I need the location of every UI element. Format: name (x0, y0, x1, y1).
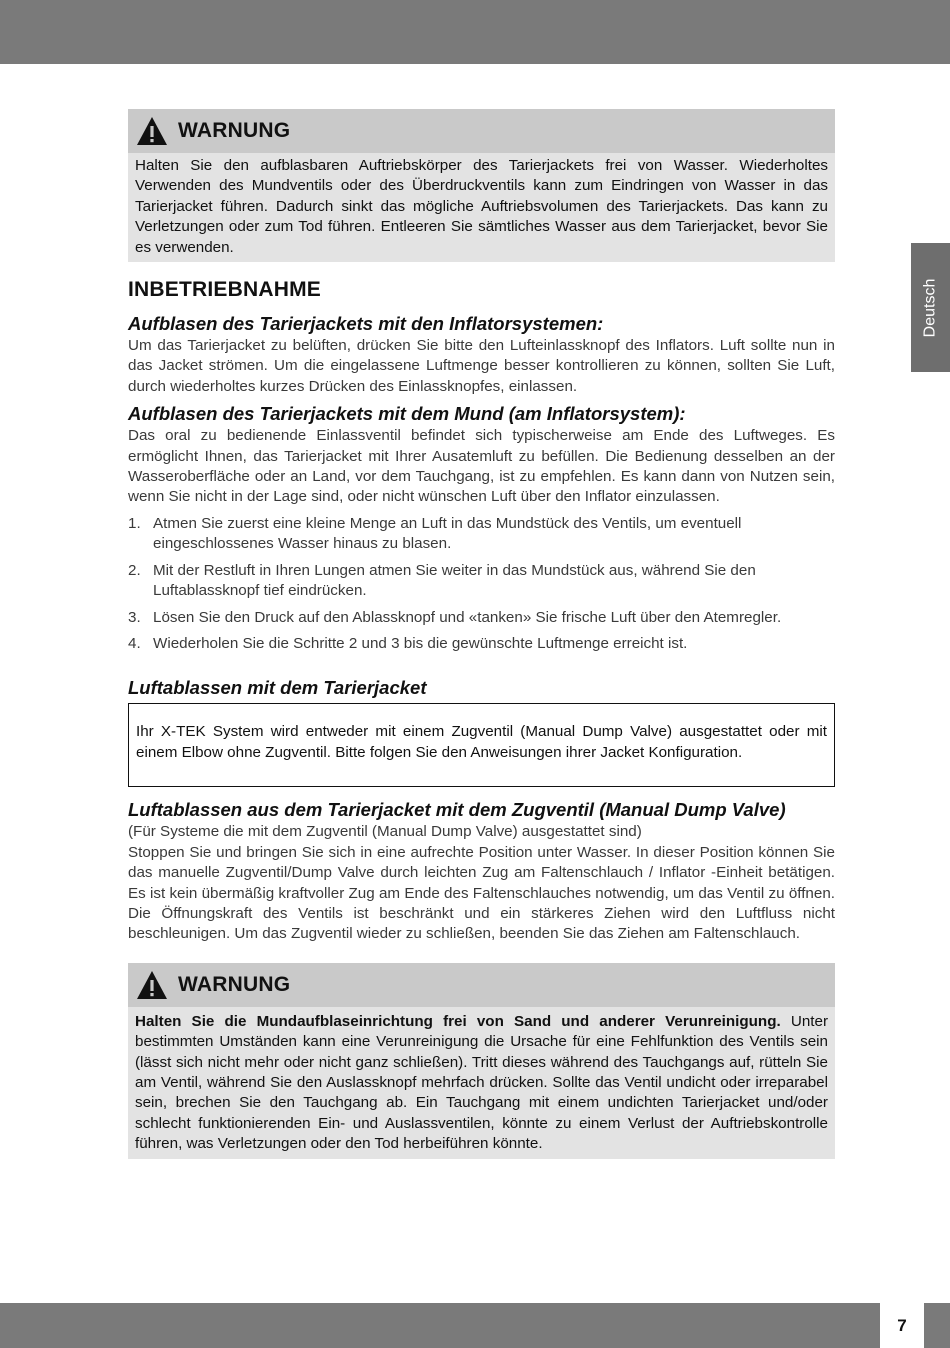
list-item (128, 634, 835, 654)
list-item (128, 514, 835, 555)
list-item (128, 608, 835, 628)
dump-valve-text: Stoppen Sie und bringen Sie sich in eine aufrechte Position unter Wasser. In dieser Position können Sie das manuelle Zugventil/Dump Valve durch leichten Zug am Faltenschlauch / Inflator -Einheit betätigen. Es ist kein übermäßig kraftvoller Zug am Ende des Faltenschlauches notwendig, um das Ventil zu öffnen. Die Öffnungskraft des Ventils ist beschränkt und ein stärkeres Ziehen wird den Luftfluss nicht beschleunigen. Um das Zugventil wieder zu schließen, beenden Sie das Ziehen am Faltenschlauch. (128, 843, 835, 943)
step-number: 4. (128, 634, 141, 652)
step-number: 2. (128, 561, 141, 579)
mouth-inflate-heading: Aufblasen des Tarierjackets mit dem Mund (am Inflatorsystem): (128, 403, 686, 425)
warning-title: WARNUNG (178, 119, 291, 142)
warning-header (128, 109, 835, 153)
language-tab (911, 243, 950, 372)
step-text: Atmen Sie zuerst eine kleine Menge an Luft in das Mundstück des Ventils, um eventuell eingeschlossenes Wasser hinaus zu blasen. (153, 514, 742, 553)
footer-band (0, 1303, 880, 1348)
warning-detail: Unter bestimmten Umständen kann eine Verunreinigung die Ursache für eine Fehlfunktion des Ventils sein (lässt sich nicht mehr oder nicht ganz schließen). Tritt dieses während des Tauchgangs auf, rütteln Sie am Ventil, während Sie den Auslassknopf mehrfach drücken. Sollte das Ventil undicht oder irreparabel sein, brechen Sie den Tauchgang ab. Ein Tauchgang mit einem undichten Tarierjacket und/oder schlecht funktionierenden Ein- und Auslassventilen, könnte zu einem Verlust der Auftriebskontrolle führen, was Verletzungen oder den Tod herbeiführen könnte. (135, 1012, 829, 1153)
inflator-heading: Aufblasen des Tarierjackets mit den Inflatorsystemen: (128, 313, 604, 335)
warning-box-sand (128, 963, 835, 1159)
step-number: 1. (128, 514, 141, 532)
page-content (128, 109, 835, 1159)
list-item (128, 561, 835, 602)
inflate-steps-list (128, 514, 835, 654)
step-text: Mit der Restluft in Ihren Lungen atmen Sie weiter in das Mundstück aus, während Sie den Luftablassknopf tief eindrücken. (153, 561, 756, 600)
warning-triangle-icon (136, 970, 168, 1000)
page-number: 7 (897, 1315, 907, 1335)
inflator-text: Um das Tarierjacket zu belüften, drücken Sie bitte den Lufteinlassknopf des Inflators. Luft sollte nun in das Jacket strömen. Um die eingelassene Luftmenge besser kontrollieren zu können, sollten Sie Luft, durch wiederholtes kurzes Drücken des Einlassknopfes, einlassen. (128, 337, 835, 395)
language-tab-label: Deutsch (921, 278, 939, 337)
footer-band-end (924, 1303, 950, 1348)
dump-valve-note: (Für Systeme die mit dem Zugventil (Manual Dump Valve) ausgestattet sind) (128, 823, 642, 841)
warning-header (128, 963, 835, 1007)
warning-text: Halten Sie den aufblasbaren Auftriebskörper des Tarierjackets frei von Wasser. Wiederholtes Verwenden des Mundventils oder des Überdruckventils kann zum Eindringen von Wasser in das Tarierjacket führen. Dadurch sinkt das mögliche Auftriebsvolumen des Tarierjackets. Das kann zu Verletzungen oder zum Tod führen. Entleeren Sie sämtliches Wasser aus dem Tarierjacket, bevor Sie es verwenden. (135, 157, 828, 256)
header-band (0, 0, 950, 64)
deflate-heading: Luftablassen mit dem Tarierjacket (128, 677, 427, 699)
warning-box-water (128, 109, 835, 262)
warning-lead: Halten Sie die Mundaufblaseinrichtung frei von Sand und anderer Verunreinigung. (135, 1012, 781, 1030)
dump-valve-heading: Luftablassen aus dem Tarierjacket mit dem Zugventil (Manual Dump Valve) (128, 799, 786, 821)
step-text: Wiederholen Sie die Schritte 2 und 3 bis die gewünschte Luftmenge erreicht ist. (153, 634, 688, 652)
step-text: Lösen Sie den Druck auf den Ablassknopf und «tanken» Sie frische Luft über den Atemregler. (153, 608, 782, 626)
warning-triangle-icon (136, 116, 168, 146)
warning-text (128, 1007, 835, 1159)
deflate-config-box: Ihr X-TEK System wird entweder mit einem Zugventil (Manual Dump Valve) ausgestattet oder mit einem Elbow ohne Zugventil. Bitte folgen Sie den Anweisungen ihrer Jacket Konfiguration. (128, 703, 835, 787)
warning-title: WARNUNG (178, 972, 291, 996)
mouth-inflate-text: Das oral zu bedienende Einlassventil befindet sich typischerweise am Ende des Luftweges. Es ermöglicht Ihnen, das Tarierjacket mit Ihrer Ausatemluft zu befüllen. Die Bedienung desselben an der Wasseroberfläche oder an Land, vor dem Tauchgang, ist zu empfehlen. Es kann dann von Nutzen sein, wenn Sie nicht in der Lage sind, oder nicht wünschen Luft über den Inflator einzulassen. (128, 427, 835, 506)
step-number: 3. (128, 608, 141, 626)
section-title: INBETRIEBNAHME (128, 278, 321, 302)
